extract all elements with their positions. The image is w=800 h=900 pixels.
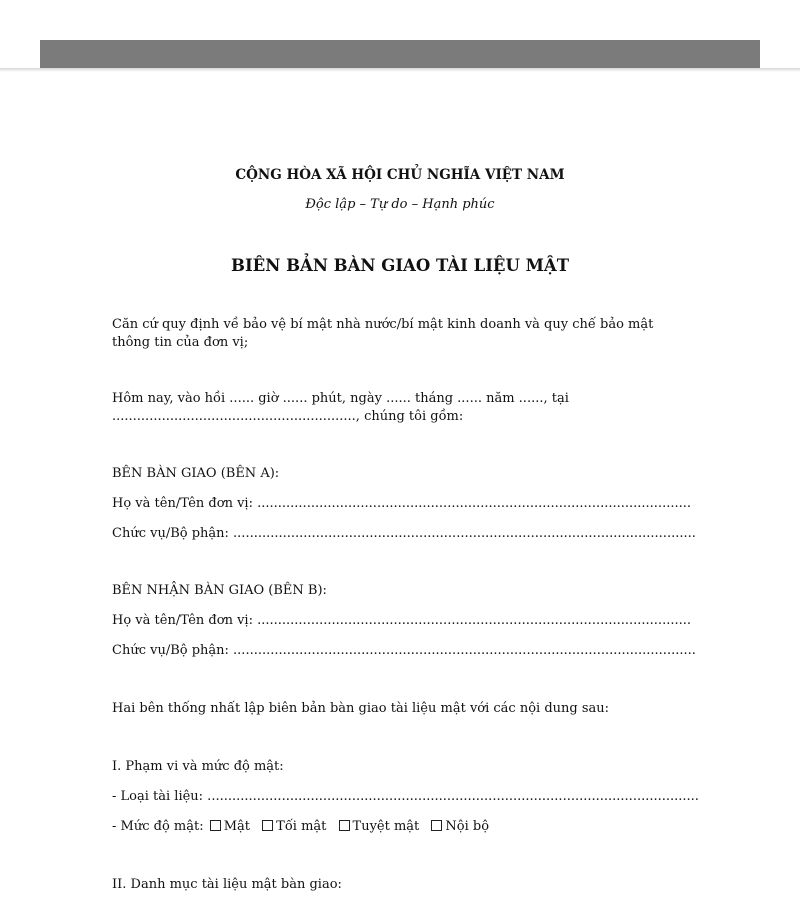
checkbox-icon[interactable]: [210, 820, 221, 831]
secrecy-level-row: [112, 818, 495, 836]
secrecy-level-label: - Mức độ mật:: [112, 819, 204, 834]
checkbox-icon[interactable]: [262, 820, 273, 831]
viewer-toolbar: [40, 40, 760, 70]
basis-paragraph: Căn cứ quy định về bảo vệ bí mật nhà nước/bí mật kinh doanh và quy chế bảo mật thông tin của đơn vị;: [112, 317, 654, 350]
party-a-heading: BÊN BÀN GIAO (BÊN A):: [112, 466, 280, 481]
checkbox-icon[interactable]: [339, 820, 350, 831]
level-option-tuyet-mat[interactable]: Tuyệt mật: [337, 819, 420, 834]
document-type-field: - Loại tài liệu: .......................................................................................................................: [112, 789, 699, 804]
party-b-heading: BÊN NHẬN BÀN GIAO (BÊN B):: [112, 583, 327, 598]
document-page: [0, 72, 800, 900]
agreement-paragraph: Hai bên thống nhất lập biên bản bàn giao tài liệu mật với các nội dung sau:: [112, 701, 610, 716]
level-option-toi-mat[interactable]: Tối mật: [260, 819, 326, 834]
party-b-position-field: Chức vụ/Bộ phận: ................................................................................................................: [112, 643, 696, 658]
checkbox-icon[interactable]: [431, 820, 442, 831]
level-option-noi-bo[interactable]: Nội bộ: [429, 819, 489, 834]
section-1-heading: I. Phạm vi và mức độ mật:: [112, 759, 284, 774]
party-a-position-field: Chức vụ/Bộ phận: ................................................................................................................: [112, 526, 696, 541]
section-2-heading: II. Danh mục tài liệu mật bàn giao:: [112, 877, 342, 892]
party-b-name-field: Họ và tên/Tên đơn vị: .........................................................................................................: [112, 613, 691, 628]
nation-header: CỘNG HÒA XÃ HỘI CHỦ NGHĨA VIỆT NAM: [235, 167, 565, 183]
motto: Độc lập – Tự do – Hạnh phúc: [305, 197, 495, 212]
document-title: BIÊN BẢN BÀN GIAO TÀI LIỆU MẬT: [231, 256, 569, 275]
level-option-mat[interactable]: Mật: [208, 819, 250, 834]
time-place-paragraph: Hôm nay, vào hồi ...... giờ ...... phút, ngày ...... tháng ...... năm ......, tại ..........................................................., chúng tôi gồm:: [112, 391, 569, 424]
party-a-name-field: Họ và tên/Tên đơn vị: .........................................................................................................: [112, 496, 691, 511]
